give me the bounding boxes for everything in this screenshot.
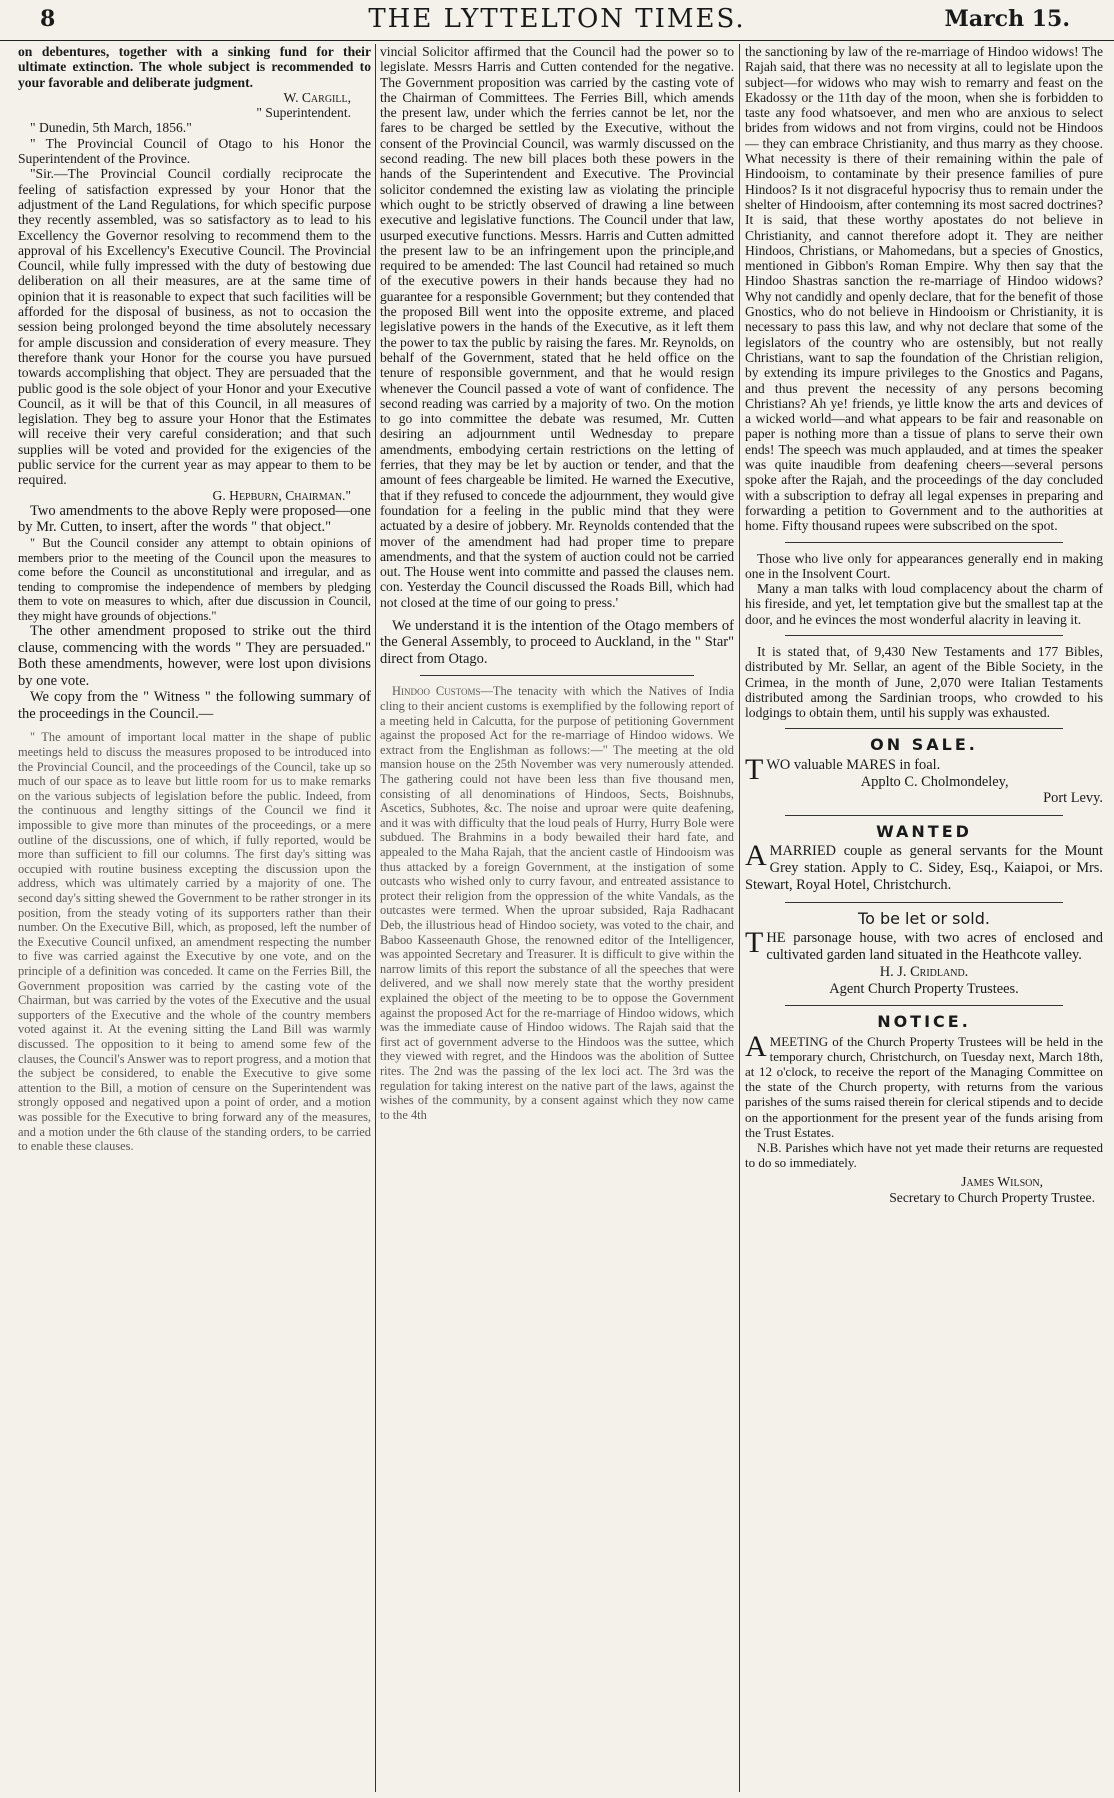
insolvent-paragraph: Those who live only for appearances generally end in making one in the Insolvent Court. — [745, 550, 1103, 581]
bibles-paragraph: It is stated that, of 9,430 New Testaments and 177 Bibles, distributed by Mr. Sellar, an agent of the Bible Society, in the Crimea, in the month of June, 2,070 were Italian Testaments distributed among the Sardinian troops, who crowded to his lodgings to obtain them, until his supply was exhausted. — [745, 643, 1103, 721]
advert-heading: NOTICE. — [877, 1012, 971, 1032]
signature-hepburn: G. Hepburn, Chairman." — [212, 487, 351, 503]
fireside-paragraph: Many a man talks with loud complacency about the charm of his fireside, and yet, let temptation give but the smallest tap at the door, and he evinces the most wonderful alacrity in leaving it. — [745, 581, 1103, 627]
section-divider — [785, 815, 1063, 816]
reply-address: " The Provincial Council of Otago to his Honor the Superintendent of the Province. — [18, 135, 371, 167]
column-3 — [745, 44, 1103, 1792]
hindoo-customs-heading: Hindoo Customs — [392, 684, 481, 699]
newspaper-title: THE LYTTELTON TIMES. — [368, 4, 746, 34]
advert-place: Port Levy. — [1043, 790, 1103, 807]
section-divider — [785, 635, 1063, 636]
witness-summary: " The amount of important local matter in the shape of public meetings held to discuss the measures proposed to be introduced into the Provincial Council, and the proceedings of the Council, take up so much of our space as to leave but little room for us to make remarks on the various subjects of legislation before the public. Indeed, from the continuous and lengthy sittings of the Council we find it impossible to give more than minutes of the proceedings, or a mere outline of the discussions, one of which, if fully reported, would be more than sufficient to fill our columns. The first day's sitting was occupied with routine business excepting the discussion upon the address, which was ultimately carried by a majority of one. The second day's sitting shewed the Government to be rather stronger in its position, from the steady voting of its supporters rather than their number. On the Executive Bill, which, as proposed, left the number of the Executive Council unfixed, an amendment respecting the number to five was carried against the Executive by one vote, and on the principle of a definition was conceded. It came on the Ferries Bill, the Government proposition was carried by the casting vote of the Chairman, but was carried by the votes of the Executive and the usual supporters of the Executive and the whole of the country members voted against it. At the evening sitting the Land Bill was warmly discussed. The opposition to it being to amend some few of the clauses, the Council's Answer was to report progress, and a motion that the subject be considered, to enable the Executive to give some attention to the Bill, a motion of censure on the Superintendent was strongly opposed and negatived upon a point of order, and a motion was possible for the Executive to bring forward any of the measures, and a motion under the 6th clause of the standing orders, to be carried to enable these clauses. — [18, 730, 371, 1154]
amendments-paragraph: Two amendments to the above Reply were proposed—one by Mr. Cutten, to insert, after the words " that object." — [18, 502, 371, 536]
witness-intro: We copy from the " Witness " the following summary of the proceedings in the Council.— — [18, 689, 371, 722]
issue-date: March 15. — [944, 6, 1070, 32]
section-divider — [785, 902, 1063, 903]
column-1 — [18, 44, 371, 1792]
advert-text: AMEETING of the Church Property Trustees will be held in the temporary church, Christchurch, on Tuesday next, March 18th, at 12 o'clock, to receive the report of the Managing Committee on the state of the Church property, with returns from the various parishes of the sums raised therein for clerical stipends and to decide on the apportionment for the present year of the funds arising from the Trust Estates. — [745, 1029, 1103, 1140]
page-number: 8 — [40, 6, 56, 32]
hindoo-customs-article — [380, 684, 734, 1122]
column-rule-1 — [375, 44, 376, 1792]
advert-signature: H. J. Cridland. — [879, 963, 969, 980]
advert-signature-title: Agent Church Property Trustees. — [829, 980, 1019, 997]
assembly-notice: We understand it is the intention of the Otago members of the General Assembly, to proceed to Auckland, in the " Star" direct from Otago. — [380, 617, 734, 667]
advert-text: THE parsonage house, with two acres of enclosed and cultivated garden land situated in the Heathcote valley. — [745, 926, 1103, 963]
council-report-continued: vincial Solicitor affirmed that the Council had the power so to legislate. Messrs Harris and Cutten contended for the negative. The Government proposition was carried by the casting vote of the Chairman of Committees. The Ferries Bill, which amends the present law, under which the ferries cannot be let, nor the fares to be charged be settled by the Executive, without the consent of the Provincial Council, was warmly discussed on the second reading. The new bill places both these powers in the hands of the Superintendent and Executive. The Provincial solicitor condemned the existing law as violating the principle which ought to be strictly observed of drawing a line between executive and legislative functions. The Council under that law, usurped executive functions. Messrs. Harris and Cutten admitted the present law to be an infringement upon the principle,and required to be amended: The last Council had retained so much of the executive powers in their hands because they had no guarantee for a responsible Government; but they contended that the proposed Bill went into the opposite extreme, and placed legislative powers in the hands of the Executive, as it left them the power to tax the public by raising the fares. Mr. Reynolds, on behalf of the Government, stated that he held office on the tenure of responsible government, and that he would resign whenever the Council passed a vote of want of confidence. The second reading was carried by a majority of two. On the motion to go into committee the debate was resumed, Mr. Cutten desiring an adjournment until Wednesday to prepare amendments, embodying certain restrictions on the letting of ferries, that they may be let by auction or tender, and that the amount of fees chargeable be limited. He warned the Executive, that if they refused to concede the adjournment, they would give foundation for a feeling in the public mind that they were actuated by a desire of jobbery. Mr. Reynolds contended that the mover of the amendment had had proper time to prepare amendments, and that the system of auction could not be carried out. The House went into committe and passed the clauses nem. con. Yesterday the Council discussed the Roads Bill, which had not closed at the time of our going to press.' — [380, 44, 734, 610]
advert-text: TWO valuable MARES in foal. — [745, 752, 941, 786]
advert-apply: Applto C. Cholmondeley, — [860, 773, 1009, 790]
advert-to-let — [745, 908, 1103, 997]
advert-signature-title: Secretary to Church Property Trustee. — [889, 1189, 1095, 1205]
signature-cargill: W. Cargill, — [283, 89, 351, 105]
column-rule-2 — [739, 44, 740, 1792]
advert-heading: ON SALE. — [870, 735, 978, 755]
section-divider — [785, 1005, 1063, 1006]
advert-heading: To be let or sold. — [858, 908, 990, 928]
continuation-paragraph: on debentures, together with a sinking fund for their ultimate extinction. The whole subject is recommended to your favorable and deliberate judgment. — [18, 44, 371, 90]
advert-nb: N.B. Parishes which have not yet made their returns are requested to do so immediately. — [745, 1140, 1103, 1171]
masthead — [0, 0, 1114, 41]
advert-notice — [745, 1014, 1103, 1205]
section-divider — [420, 675, 694, 676]
advert-wanted — [745, 824, 1103, 894]
column-2 — [380, 44, 734, 1792]
advert-heading: WANTED — [876, 822, 972, 842]
council-reply-letter: "Sir.—The Provincial Council cordially reciprocate the feeling of satisfaction expressed by your Honor that the adjustment of the Land Regulations, for which specific purpose they recently assembled, was so satisfactory as to lead to his Excellency the Governor resolving to recommend them to the approval of his Excellency's Executive Council. The Provincial Council, while fully impressed with the duty of bestowing due deliberation on all their measures, are at the same time of opinion that it is reasonable to expect that such facilities will be afforded for the disposal of business, as not to occasion the session being prolonged beyond the time absolutely necessary for ample discussion and consideration of every measure. They therefore thank your Honor for the course you have pursued towards accomplishing that object. They are persuaded that the public good is the sole object of your Honor and your Executive Council, as it will be that of this Council, in all measures of legislation. They beg to assure your Honor that the Estimates will receive their very careful consideration; and that such supplies will be voted and provided for the exigencies of the public service for the current year as may appear to them to be required. — [18, 166, 371, 488]
hindoo-customs-body: —The tenacity with which the Natives of India cling to their ancient customs is exemplified by the following report of a meeting held in Calcutta, for the purpose of petitioning Government against the proposed Act for the re-marriage of Hindoo widows. We extract from the Englishman as follows:—" The meeting at the old mansion house on the 25th November was very numerously attended. The gathering could not have been less than five thousand men, consisting of all denominations of Hindoos, Sects, Boishnubs, Ascetics, Subhotes, &c. The noise and uproar were quite deafening, and it was with difficulty that the loud peals of Hurry, Hurry Bole were subdued. The Brahmins in a body bewailed their hard fate, and appealed to the Maha Rajah, that the ancient castle of Hindooism was thus attacked by a foreign Government, at the instigation of some outcasts who wished only to curry favour, and entreated assistance to protect their religion from the oppression of the white Vandals, as the outcastes were termed. When the uproar subsided, Raja Radhacant Deb, the illustrious head of Hindoo society, was voted to the chair, and Baboo Kasseenauth Ghose, the renowned editor of the Intelligencer, was appointed Secretary and Treasurer. It is difficult to give within the narrow limits of this report the substance of all the speeches that were delivered, and we shall now merely state that the worthy president explained the object of the meeting to be to oppose the Government against the proposed Act for the re-marriage of Hindoo widows, which was the immediate cause of Hindoo widows. The Rajah said that the first act of government adverse to the Hindoos was the suttee, which they viewed with regret, and the Hindoos was the abolition of Suttee rites. The 2nd was the passing of the lex loci act. The 3rd was the regulation for taking interest on the native part of the laws, against the wishes of the community, by a consent against which they now came to the 4th — [380, 684, 734, 1122]
dateline: " Dunedin, 5th March, 1856." — [30, 120, 192, 136]
signature-cargill-title: " Superintendent. — [256, 105, 351, 121]
other-amendment-paragraph: The other amendment proposed to strike out the third clause, commencing with the words " They are persuaded." Both these amendments, however, were lost upon divisions by one vote. — [18, 623, 371, 689]
advert-text: AMARRIED couple as general servants for the Mount Grey station. Apply to C. Sidey, Esq., Kaiapoi, or Mrs. Stewart, Royal Hotel, Christchurch. — [745, 839, 1103, 894]
hindoo-customs-continued: the sanctioning by law of the re-marriage of Hindoo widows! The Rajah said, that there was no necessity at all to legislate upon the subject—for widows who may wish to remarry and feast on the Ekadossy or the 11th day of the moon, when she is forbidden to taste any food whatsoever, and men who are anxious to select brides from widows and not from virgins, could not be Hindoos — they can embrace Christianity, and thus marry as they choose. What necessity is there of their remaining within the pale of Hindooism, to contaminate by their presence families of pure Hindoos? Is it not disgraceful hypocrisy thus to remain under the shelter of Hindooism, after contemning its most sacred doctrines? It is said, that these worthy apostates do not believe in Christianity, and cannot therefore adopt it. They are neither Hindoos, Christians, or Mahomedans, but a species of Gnostics, mentioned in Gibbon's Roman Empire. Why then say that the Hindoo Shastras sanction the re-marriage of Hindoo widows? Why not candidly and openly declare, that for the benefit of those Gnostics, who do not believe in Hindooism or Christianity, it is necessary to pass this law, and why not declare that some of the legislators of the country who are ostensibly, but not really Christians, want to sap the foundation of the Christian religion, by extending its impure privileges to the Gnostics and Pagans, and thus prevent the necessity of any persons becoming Christians? Ah ye! friends, ye little know the arts and devices of a wicked world—and what appears to be fair and reasonable on paper is nothing more than a tissue of plans to serve their own ends! The speech was much applauded, and at times the speaker was quite inaudible from deafening cheers—several persons spoke after the Rajah, and the proceedings of the day concluded with a subscription to defray all legal expenses in preparing and forwarding a petition to Government and to the authorities at home. Fifty thousand rupees were subscribed on the spot. — [745, 44, 1103, 534]
section-divider — [785, 542, 1063, 543]
section-divider — [785, 728, 1063, 729]
amendment-quote: " But the Council consider any attempt to obtain opinions of members prior to the meeting of the Council upon the measures to come before the Council as unconstitutional and irregular, and as tending to compromise the independence of members by pledging them to vote on measures to which, after due discussion in Council, they might have grounds of objections." — [18, 535, 371, 623]
advert-on-sale — [745, 737, 1103, 807]
advert-signature: James Wilson, — [961, 1174, 1043, 1190]
